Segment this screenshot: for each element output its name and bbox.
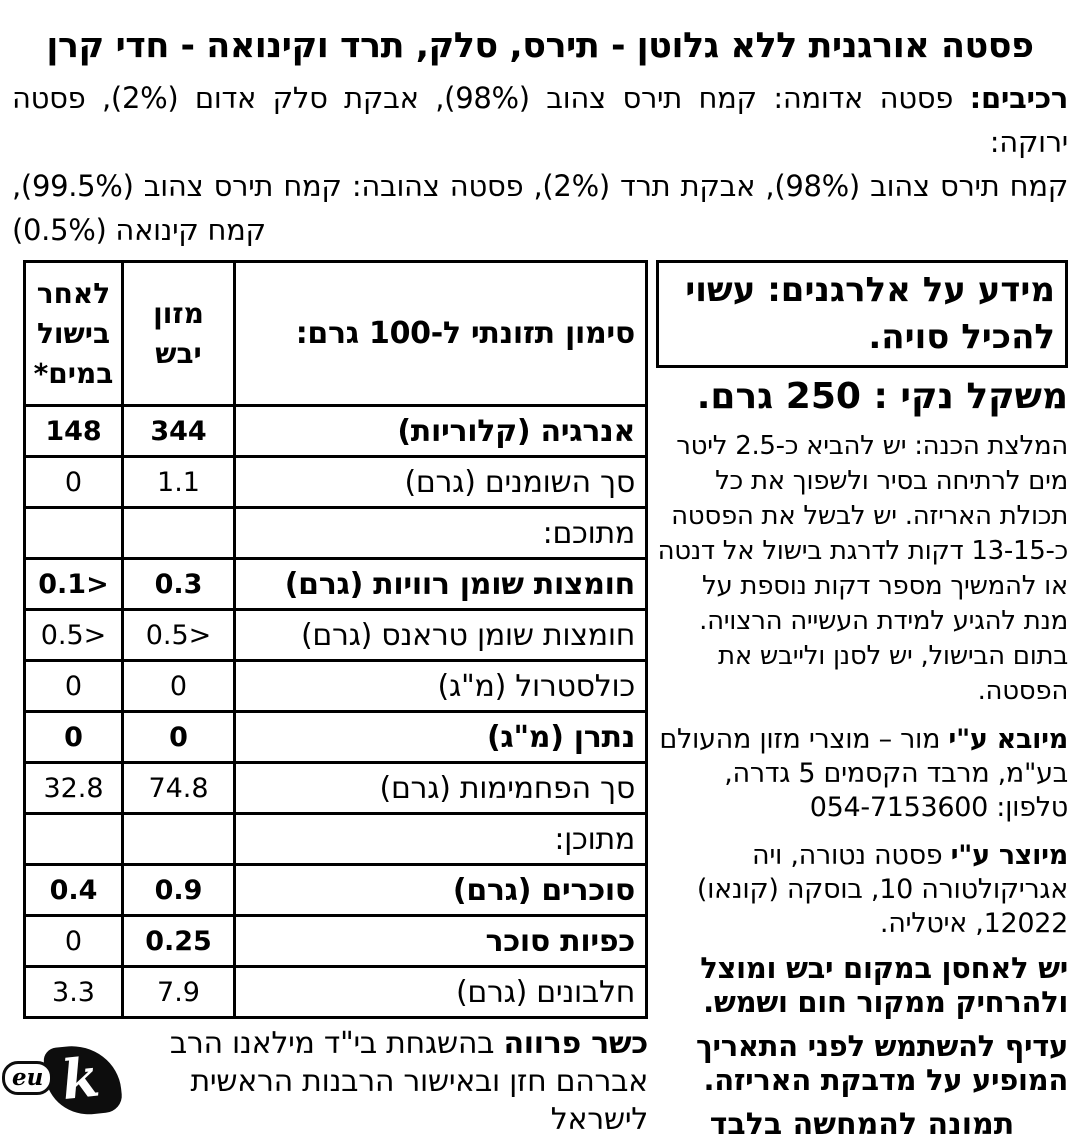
manufacturer-details: פסטה נטורה, ויה אגריקולטורה 10, בוסקה (קונאו) 12022, איטליה.: [696, 840, 1068, 939]
table-row-of-which-fat: מתוכם:: [25, 508, 647, 559]
kosher-logo-leaf-icon: [43, 1041, 124, 1118]
table-header-row: [25, 262, 647, 406]
kosher-logo-k-letter: k: [58, 1044, 103, 1113]
header-per-100g: סימון תזונתי ל-100 גרם:: [235, 262, 647, 406]
table-row-of-which-carbs: מתוכן:: [25, 814, 647, 865]
net-weight: משקל נקי : 250 גרם.: [696, 376, 1068, 417]
table-row-sugar-teaspoons: כפיות סוכר 0.25 0: [25, 916, 647, 967]
storage-instructions: יש לאחסן במקום יבש ומוצל ולהרחיק ממקור חום ושמש.: [700, 951, 1068, 1019]
importer-details: מור – מוצרי מזון מהעולם בע"מ, מרבד הקסמים 5 גדרה, טלפון: 054-7153600: [659, 724, 1068, 823]
kosher-logo-eu-badge: eu: [2, 1061, 53, 1095]
table-row-proteins: חלבונים (גרם) 7.9 3.3: [25, 967, 647, 1018]
header-dry-food: מזון יבש: [123, 262, 235, 406]
kosher-euk-logo: [2, 1045, 122, 1119]
ingredients-heading: רכיבים:: [969, 81, 1068, 115]
importer-info: [656, 723, 1068, 825]
nutrition-column: [12, 260, 648, 1139]
kosher-certification-text: כשר פרווה בהשגחת בי"ד מילאנו הרב אברהם חזן ובאישור הרבנות הראשית לישראל: [169, 1026, 648, 1137]
info-column: [656, 260, 1068, 1142]
table-row-saturated-fat: חומצות שומן רוויות (גרם) 0.3 <0.1: [25, 559, 647, 610]
nutrition-table: [23, 260, 648, 1019]
ingredients-line-1-text: פסטה אדומה: קמח תירס צהוב (98%), אבקת סלק אדום (2%), פסטה ירוקה:: [12, 81, 1068, 159]
header-after-cooking: לאחר בישול במים*: [25, 262, 123, 406]
importer-label: מיובא ע"י: [948, 724, 1068, 755]
product-title: פסטה אורגנית ללא גלוטן - תירס, סלק, תרד וקינואה - חדי קרן: [46, 26, 1034, 66]
kosher-parve-label: כשר פרווה: [503, 1026, 648, 1061]
label-body: [12, 260, 1068, 1142]
table-row-total-fat: סך השומנים (גרם) 1.1 0: [25, 457, 647, 508]
preparation-instructions: המלצת הכנה: יש להביא כ-2.5 ליטר מים לרתיחה בסיר ולשפוך את כל תכולת האריזה. יש לבשל את הפסטה כ-13-15 דקות לדרגת בישול אל דנטה או להמשיך מספר דקות נוספת על מנת להגיע למידת העשייה הרצויה. בתום הבישול, יש לסנן ולייבש את הפסטה.: [657, 431, 1068, 706]
table-row-sugars: סוכרים (גרם) 0.9 0.4: [25, 865, 647, 916]
kosher-section: [2, 1025, 648, 1139]
ingredients-line-2: קמח תירס צהוב (98%), אבקת תרד (2%), פסטה צהובה: קמח תירס צהוב (99.5%),: [12, 169, 1068, 203]
manufacturer-label: מיוצר ע"י: [950, 840, 1068, 871]
ingredients-line-3: קמח קינואה (0.5%): [12, 213, 266, 247]
best-before-note: עדיף להשתמש לפני התאריך המופיע על מדבקת האריזה.: [696, 1029, 1068, 1097]
table-row-sodium: נתרן (מ"ג) 0 0: [25, 712, 647, 763]
ingredients-line-1: [12, 76, 1068, 164]
table-row-total-carbs: סך הפחמימות (גרם) 74.8 32.8: [25, 763, 647, 814]
image-disclaimer: תמונה להמחשה בלבד: [709, 1107, 1015, 1142]
allergen-info-box: מידע על אלרגנים: עשוי להכיל סויה.: [656, 260, 1068, 368]
table-row-energy: אנרגיה (קלוריות) 344 148: [25, 406, 647, 457]
table-row-trans-fat: חומצות שומן טראנס (גרם) <0.5 <0.5: [25, 610, 647, 661]
table-row-cholesterol: כולסטרול (מ"ג) 0 0: [25, 661, 647, 712]
manufacturer-info: [656, 839, 1068, 941]
ingredients-paragraph: [12, 76, 1068, 252]
